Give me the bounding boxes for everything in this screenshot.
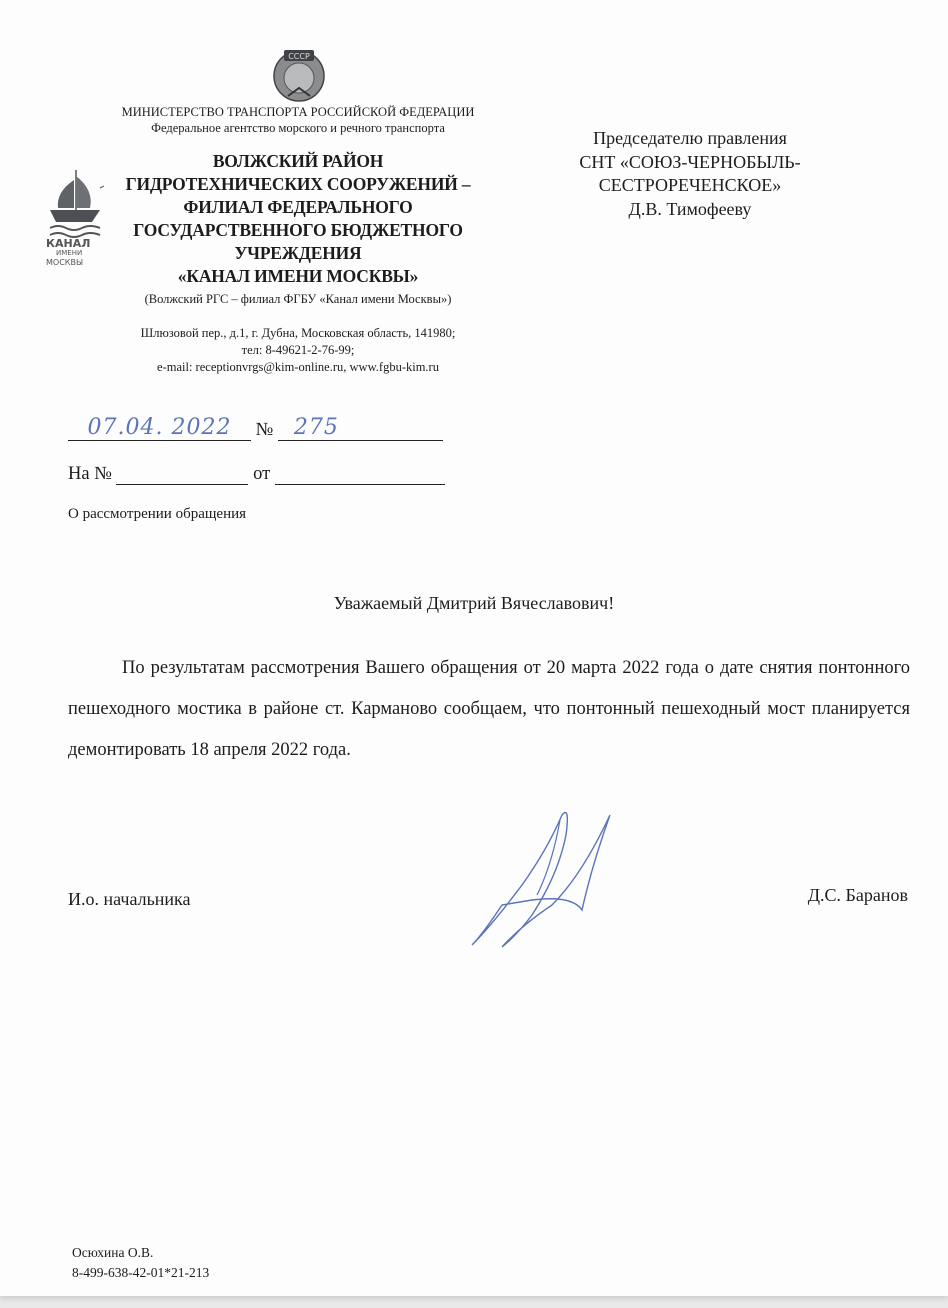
- agency-name: Федеральное агентство морского и речного транспорта: [151, 121, 445, 135]
- executor-phone: 8-499-638-42-01*21-213: [72, 1265, 210, 1280]
- address: Шлюзовой пер., д.1, г. Дубна, Московская область, 141980;: [140, 326, 456, 340]
- organization-name: [98, 150, 498, 288]
- logo-text: [46, 238, 102, 267]
- reply-reference-line: [68, 464, 445, 485]
- addressee-line: СНТ «СОЮЗ-ЧЕРНОБЫЛЬ-: [579, 151, 801, 172]
- org-line: «КАНАЛ ИМЕНИ МОСКВЫ»: [177, 266, 419, 286]
- ministry-name: МИНИСТЕРСТВО ТРАНСПОРТА РОССИЙСКОЙ ФЕДЕРАЦИИ: [121, 105, 475, 119]
- number-label: №: [255, 420, 274, 440]
- reply-date-field: [275, 464, 445, 485]
- handwritten-date: 07.04. 2022: [87, 415, 232, 440]
- handwritten-number: 275: [293, 415, 339, 440]
- greeting: Уважаемый Дмитрий Вячеславович!: [333, 593, 615, 613]
- reply-number-field: [116, 464, 248, 485]
- executor-info: [72, 1243, 209, 1283]
- signer-position: И.о. начальника: [68, 889, 191, 909]
- org-line: ГИДРОТЕХНИЧЕСКИХ СООРУЖЕНИЙ –: [125, 174, 471, 194]
- org-line: ВОЛЖСКИЙ РАЙОН: [212, 151, 384, 171]
- emblem-icon: [270, 44, 328, 106]
- email-website: e-mail: receptionvrgs@kim-online.ru, www.fgbu-kim.ru: [157, 360, 439, 374]
- logo-text-line: КАНАЛ: [46, 237, 91, 250]
- addressee-line: Д.В. Тимофееву: [628, 198, 752, 219]
- signer-name: Д.С. Баранов: [807, 885, 908, 905]
- executor-name: Осюхина О.В.: [72, 1245, 154, 1260]
- handwritten-signature: [462, 805, 622, 955]
- svg-text:СССР: СССР: [288, 52, 310, 61]
- org-line: ГОСУДАРСТВЕННОГО БЮДЖЕТНОГО: [133, 220, 463, 240]
- org-line: ФИЛИАЛ ФЕДЕРАЛЬНОГО: [183, 197, 413, 217]
- registration-line: [68, 415, 443, 441]
- number-field: [278, 415, 443, 441]
- org-line: УЧРЕЖДЕНИЯ: [234, 243, 362, 263]
- addressee-line: СЕСТРОРЕЧЕНСКОЕ»: [598, 175, 782, 195]
- date-field: [68, 415, 251, 441]
- logo-text-line: МОСКВЫ: [46, 258, 84, 267]
- letter-body: По результатам рассмотрения Вашего обращения от 20 марта 2022 года о дате снятия понтонного пешеходного мостика в районе ст. Карманово сообщаем, что понтонный пешеходный мост планируется демонтировать 18 апреля 2022 года.: [68, 658, 910, 760]
- ship-logo-icon: [46, 168, 104, 240]
- addressee-line: Председателю правления: [593, 128, 787, 148]
- addressee: [500, 127, 880, 221]
- logo-text-line: ИМЕНИ: [56, 249, 83, 257]
- reply-number-label: На №: [68, 464, 112, 484]
- subject: О рассмотрении обращения: [68, 506, 247, 522]
- organization-short-name: (Волжский РГС – филиал ФГБУ «Канал имени Москвы»): [144, 292, 452, 306]
- phone: тел: 8-49621-2-76-99;: [241, 343, 355, 357]
- reply-date-label: от: [253, 464, 271, 484]
- organization-contacts: [98, 325, 498, 376]
